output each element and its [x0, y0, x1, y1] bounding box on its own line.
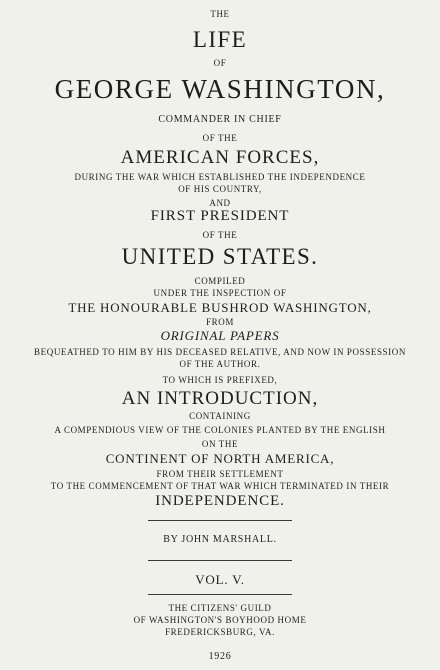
inspector-name: THE HONOURABLE BUSHROD WASHINGTON,: [68, 300, 372, 315]
subtitle-president: FIRST PRESIDENT: [150, 208, 290, 224]
prefixed-label: TO WHICH IS PREFIXED,: [162, 375, 278, 385]
subtitle-and: AND: [209, 198, 231, 208]
publisher-line-3: FREDERICKSBURG, VA.: [165, 627, 275, 637]
compendious-line: A COMPENDIOUS VIEW OF THE COLONIES PLANTED BY THE ENGLISH: [54, 425, 386, 435]
under-label: UNDER THE INSPECTION OF: [153, 288, 287, 298]
containing-label: CONTAINING: [189, 411, 251, 421]
divider-rule-1: [148, 520, 292, 521]
subtitle-during-1: DURING THE WAR WHICH ESTABLISHED THE INDEPENDENCE: [74, 172, 366, 182]
volume-number: VOL. V.: [195, 572, 245, 587]
subtitle-of-the-2: OF THE: [202, 230, 238, 240]
publisher-line-2: OF WASHINGTON'S BOYHOOD HOME: [133, 615, 307, 625]
subtitle-of-the: OF THE: [202, 133, 238, 143]
author-line: BY JOHN MARSHALL.: [163, 534, 277, 545]
commencement-line: TO THE COMMENCEMENT OF THAT WAR WHICH TERMINATED IN THEIR: [50, 481, 390, 491]
heading-the: THE: [210, 9, 230, 19]
compiled-label: COMPILED: [194, 276, 246, 286]
book-title: GEORGE WASHINGTON,: [54, 74, 386, 104]
introduction-heading: AN INTRODUCTION,: [121, 388, 319, 409]
heading-of: OF: [213, 58, 227, 68]
subtitle-nation: UNITED STATES.: [121, 244, 319, 269]
independence-line: INDEPENDENCE.: [155, 493, 285, 509]
settlement-line: FROM THEIR SETTLEMENT: [156, 469, 284, 479]
from-label: FROM: [206, 317, 234, 327]
continent-line: CONTINENT OF NORTH AMERICA,: [105, 451, 335, 466]
subtitle-role: COMMANDER IN CHIEF: [158, 114, 282, 125]
heading-life: LIFE: [192, 27, 248, 52]
publisher-line-1: THE CITIZENS' GUILD: [168, 603, 272, 613]
divider-rule-3: [148, 594, 292, 595]
original-papers: ORIGINAL PAPERS: [160, 328, 280, 343]
bequeathed-line-2: OF THE AUTHOR.: [179, 359, 261, 369]
subtitle-forces: AMERICAN FORCES,: [120, 147, 320, 168]
publication-year: 1926: [208, 651, 232, 662]
subtitle-during-2: OF HIS COUNTRY,: [178, 184, 262, 194]
divider-rule-2: [148, 560, 292, 561]
on-the-label: ON THE: [201, 439, 239, 449]
bequeathed-line-1: BEQUEATHED TO HIM BY HIS DECEASED RELATIVE, AND NOW IN POSSESSION: [34, 347, 406, 357]
